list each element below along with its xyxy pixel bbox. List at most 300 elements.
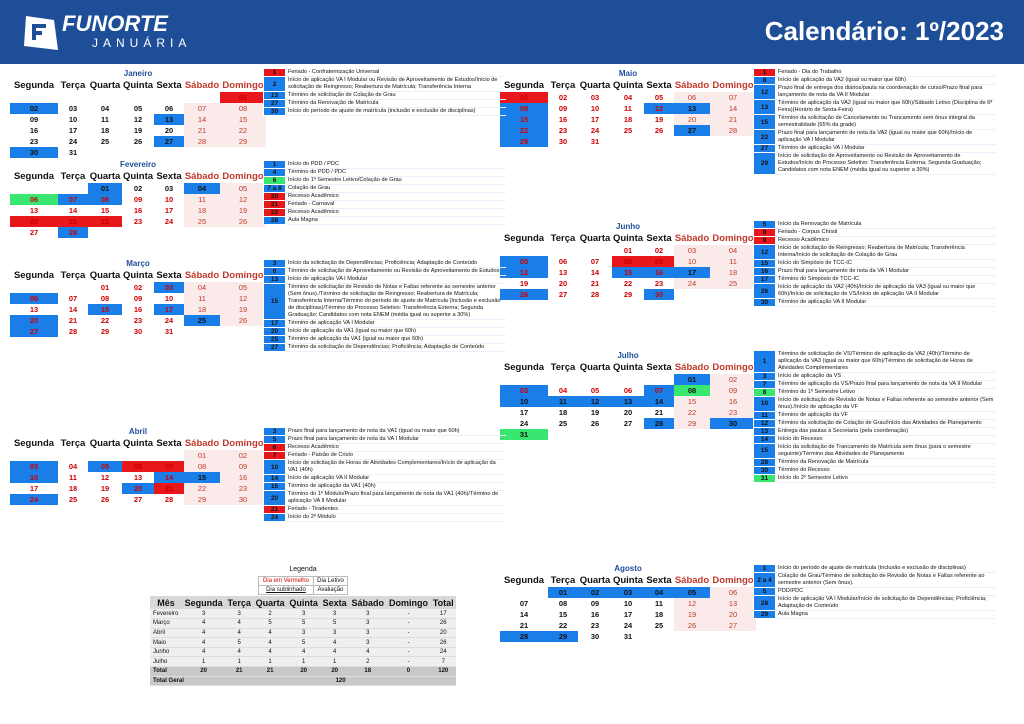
- day-cell: 18: [623, 115, 633, 124]
- day-cell: 08: [220, 103, 266, 114]
- event-day: 15: [264, 483, 286, 491]
- event-day: 30: [264, 108, 286, 116]
- day-cell: 15: [558, 610, 568, 619]
- day-cell: 10: [674, 256, 710, 267]
- event-day: 13: [264, 92, 286, 100]
- events-julho: [753, 350, 996, 483]
- event-day: 2 a 4: [754, 573, 776, 588]
- day-cell: 13: [154, 114, 184, 125]
- event-day: 21: [264, 506, 286, 514]
- day-cell: 13: [29, 206, 39, 215]
- event-row: [264, 344, 506, 352]
- weekday-header: Segunda: [503, 575, 545, 586]
- summary-cell: 1: [225, 657, 253, 667]
- day-cell: 02: [220, 450, 266, 461]
- summary-grand-total-row: [150, 676, 456, 686]
- event-row: [754, 276, 996, 284]
- event-day: 8: [754, 388, 776, 396]
- summary-header: Segunda: [182, 596, 225, 609]
- weekday-header: Sábado: [184, 171, 220, 182]
- event-description: Início do período de ajuste de matrícula (Inclusão e exclusão de disciplinas): [776, 565, 996, 573]
- event-row: [754, 372, 996, 380]
- event-description: Término de aplicação da VA1 (igual ou maior que 60h): [286, 336, 506, 344]
- summary-cell: 26: [430, 619, 456, 629]
- event-row: [754, 299, 996, 307]
- day-cell: 16: [220, 472, 266, 483]
- event-day: 6: [264, 268, 286, 276]
- event-description: PDD/PDC: [776, 588, 996, 596]
- day-cell: 19: [100, 484, 110, 493]
- event-description: Término da solicitação de Dependências; Proficiência; Adaptação de Conteúdo: [286, 344, 506, 352]
- day-cell: 09: [590, 599, 600, 608]
- event-description: Término do 1º Módulo/Prazo final para lançamento de nota da VA1 (40h)/Término de aplicação VA II Modular: [286, 491, 506, 506]
- event-description: Término de solicitação de VS/Término de aplicação da VA2 (40h)/Término de aplicação da VA3 (igual ou maior que 60h)/Término de solicitação de Horas de Atividades Complementares: [776, 351, 996, 373]
- day-cell: 09: [710, 385, 756, 396]
- day-cell: 14: [519, 610, 529, 619]
- event-description: Início de aplicação VA II Modular: [286, 475, 506, 483]
- weekday-header: Domingo: [712, 80, 754, 91]
- day-cell: [710, 136, 756, 147]
- event-day: 1: [754, 565, 776, 573]
- summary-header: Total: [430, 596, 456, 609]
- day-cell: 24: [164, 316, 174, 325]
- event-description: Término da Renovação de Matrícula: [286, 100, 506, 108]
- summary-row: [150, 647, 456, 657]
- event-description: Início de solicitação de Revisão de Notas e Faltas referente ao semestre anterior (Sem ônus)./Início de aplicação da VF: [776, 396, 996, 411]
- event-row: [754, 284, 996, 299]
- day-cell: 28: [164, 495, 174, 504]
- weekday-header: Quinta: [122, 438, 154, 449]
- day-cell: 12: [578, 396, 612, 407]
- day-cell: 07: [58, 194, 88, 205]
- summary-cell: Fevereiro: [150, 609, 182, 619]
- day-cell: 26: [654, 126, 664, 135]
- day-cell: 04: [184, 282, 220, 293]
- day-cell: 18: [654, 610, 664, 619]
- day-cell: 04: [184, 183, 220, 194]
- day-cell: 15: [88, 304, 122, 315]
- summary-total-row: [150, 667, 456, 677]
- event-day: 28: [754, 596, 776, 611]
- day-cell: 01: [184, 450, 220, 461]
- event-description: Término do Simpósio de TCC-IC: [776, 276, 996, 284]
- day-cell: 03: [10, 461, 58, 472]
- summary-row: [150, 628, 456, 638]
- summary-cell: Junho: [150, 647, 182, 657]
- event-day: 5: [754, 221, 776, 229]
- day-cell: [184, 227, 220, 238]
- summary-cell: 4: [349, 647, 386, 657]
- day-cell: 04: [623, 93, 633, 102]
- summary-header: Terça: [225, 596, 253, 609]
- day-cell: 23: [558, 126, 568, 135]
- day-cell: 19: [590, 408, 600, 417]
- day-cell: 07: [590, 257, 600, 266]
- day-cell: 04: [68, 462, 78, 471]
- day-cell: [88, 147, 122, 158]
- weekday-header: Sexta: [156, 80, 182, 91]
- events-agosto: [753, 564, 996, 619]
- event-row: [754, 69, 996, 77]
- summary-cell: -: [386, 638, 430, 648]
- day-cell: 03: [164, 184, 174, 193]
- day-cell: 08: [500, 103, 548, 114]
- day-cell: [644, 631, 674, 642]
- legend-item: Dia Letivo: [313, 577, 347, 586]
- event-day: 20: [264, 491, 286, 506]
- day-cell: 29: [623, 290, 633, 299]
- event-day: 20: [264, 193, 286, 201]
- event-row: [264, 491, 506, 506]
- event-day: 5: [264, 436, 286, 444]
- event-row: [754, 229, 996, 237]
- event-day: 31: [754, 474, 776, 482]
- day-cell: [122, 92, 154, 103]
- summary-row: [150, 619, 456, 629]
- day-cell: 19: [220, 304, 266, 315]
- event-row: [754, 115, 996, 130]
- day-cell: 13: [674, 103, 710, 114]
- day-cell: 12: [100, 473, 110, 482]
- day-cell: [710, 289, 756, 300]
- day-cell: 13: [558, 268, 568, 277]
- day-cell: 11: [655, 599, 663, 608]
- summary-cell: 1: [182, 657, 225, 667]
- day-cell: 08: [612, 256, 644, 267]
- day-cell: 01: [220, 92, 266, 103]
- day-cell: 10: [500, 396, 548, 407]
- day-cell: [220, 147, 266, 158]
- day-cell: 16: [558, 115, 568, 124]
- event-description: Início do 2º Semestre Letivo: [776, 474, 996, 482]
- event-description: Início do 2º Módulo: [286, 514, 506, 522]
- weekday-header: Sexta: [156, 270, 182, 281]
- month-calendar-março: [10, 259, 266, 337]
- day-cell: 06: [10, 293, 58, 304]
- day-cell: [58, 183, 88, 194]
- weekday-header: Segunda: [13, 80, 55, 91]
- weekday-header: Quarta: [89, 171, 121, 182]
- legend: [258, 566, 348, 595]
- day-cell: [500, 374, 548, 385]
- day-cell: 24: [590, 126, 600, 135]
- month-name: Agosto: [614, 564, 642, 573]
- event-row: [264, 483, 506, 491]
- month-grid: [500, 79, 756, 147]
- month-grid: [500, 361, 756, 440]
- events-marco: [263, 259, 506, 352]
- day-cell: 17: [590, 115, 600, 124]
- day-cell: [58, 282, 88, 293]
- day-cell: 03: [612, 587, 644, 598]
- day-cell: 07: [644, 385, 674, 396]
- day-cell: 20: [164, 126, 174, 135]
- day-cell: 23: [654, 279, 664, 288]
- event-day: 21: [264, 201, 286, 209]
- event-day: 1: [264, 161, 286, 169]
- month-calendar-maio: [500, 69, 756, 147]
- weekday-header: Quinta: [612, 362, 644, 373]
- day-cell: [612, 429, 644, 440]
- day-cell: 14: [590, 268, 600, 277]
- event-row: [264, 201, 506, 209]
- summary-row: [150, 609, 456, 619]
- day-cell: 10: [10, 472, 58, 483]
- day-cell: 14: [154, 472, 184, 483]
- day-cell: 08: [558, 599, 568, 608]
- day-cell: [644, 429, 674, 440]
- event-row: [754, 77, 996, 85]
- day-cell: 06: [164, 104, 174, 113]
- day-cell: 21: [654, 408, 664, 417]
- day-cell: 20: [623, 408, 633, 417]
- event-row: [754, 237, 996, 245]
- day-cell: 30: [10, 147, 58, 158]
- month-name: Junho: [616, 222, 640, 231]
- event-day: 30: [754, 299, 776, 307]
- summary-cell: 0: [386, 667, 430, 677]
- event-day: 16: [754, 268, 776, 276]
- event-row: [264, 284, 506, 320]
- day-cell: [88, 450, 122, 461]
- event-row: [264, 177, 506, 185]
- weekday-header: Sexta: [646, 362, 672, 373]
- day-cell: 31: [68, 148, 78, 157]
- event-row: [264, 217, 506, 225]
- weekday-header: Quinta: [122, 80, 154, 91]
- day-cell: 26: [500, 289, 548, 300]
- day-cell: 18: [68, 484, 78, 493]
- day-cell: 02: [654, 246, 664, 255]
- day-cell: 20: [10, 315, 58, 326]
- day-cell: 02: [10, 103, 58, 114]
- day-cell: 13: [29, 305, 39, 314]
- day-cell: 09: [220, 461, 266, 472]
- event-description: Início do PDD / PDC: [286, 161, 506, 169]
- day-cell: 22: [623, 279, 633, 288]
- summary-cell: 24: [430, 647, 456, 657]
- brand-name: FUNORTE: [62, 11, 168, 36]
- summary-cell: 3: [287, 609, 320, 619]
- event-description: Início de aplicação VA I Modular/Início de solicitação de Dependências; Proficiência; Adaptação de Conteúdo: [776, 596, 996, 611]
- summary-cell: 4: [225, 619, 253, 629]
- event-description: Início de aplicação da VA1 (igual ou maior que 60h): [286, 328, 506, 336]
- event-description: Término do PDD / PDC: [286, 169, 506, 177]
- weekday-header: Sábado: [674, 362, 710, 373]
- day-cell: 09: [644, 256, 674, 267]
- event-row: [264, 444, 506, 452]
- weekday-header: Segunda: [13, 171, 55, 182]
- day-cell: [122, 147, 154, 158]
- day-cell: 10: [590, 104, 600, 113]
- weekday-header: Sábado: [674, 575, 710, 586]
- month-grid: [500, 574, 756, 642]
- day-cell: 14: [68, 305, 78, 314]
- day-cell: 01: [100, 283, 110, 292]
- day-cell: 15: [612, 267, 644, 278]
- day-cell: [674, 136, 710, 147]
- event-description: Término de aplicação da VS/Prazo final para lançamento de nota da VA II Modular: [776, 380, 996, 388]
- event-row: [264, 193, 506, 201]
- day-cell: 26: [590, 419, 600, 428]
- event-description: Prazo final para lançamento de nota da VA1 (igual ou maior que 60h): [286, 428, 506, 436]
- weekday-header: Sábado: [674, 233, 710, 244]
- day-cell: 02: [133, 283, 143, 292]
- weekday-header: Terça: [60, 80, 86, 91]
- day-cell: [10, 183, 58, 194]
- day-cell: 03: [154, 282, 184, 293]
- day-cell: 18: [100, 126, 110, 135]
- day-cell: 04: [100, 104, 110, 113]
- summary-cell: 4: [253, 647, 287, 657]
- day-cell: 03: [500, 385, 548, 396]
- day-cell: 23: [29, 137, 39, 146]
- day-cell: [88, 92, 122, 103]
- day-cell: 26: [100, 495, 110, 504]
- event-row: [264, 452, 506, 460]
- event-day: 2: [264, 77, 286, 92]
- event-day: 11: [754, 411, 776, 419]
- day-cell: 02: [133, 184, 143, 193]
- weekday-header: Quinta: [612, 575, 644, 586]
- weekday-header: Terça: [550, 575, 576, 586]
- day-cell: 05: [133, 104, 143, 113]
- summary-cell: -: [386, 609, 430, 619]
- day-cell: 12: [133, 115, 143, 124]
- month-calendar-julho: [500, 351, 756, 440]
- day-cell: 21: [519, 621, 529, 630]
- day-cell: 10: [623, 599, 633, 608]
- event-row: [754, 153, 996, 175]
- day-cell: 24: [519, 419, 529, 428]
- summary-cell: -: [386, 657, 430, 667]
- day-cell: 17: [164, 206, 174, 215]
- day-cell: 30: [644, 289, 674, 300]
- weekday-header: Terça: [60, 438, 86, 449]
- month-calendar-janeiro: [10, 69, 266, 158]
- day-cell: 22: [558, 621, 568, 630]
- event-row: [264, 336, 506, 344]
- event-description: Término de aplicação VA I Modular: [286, 320, 506, 328]
- day-cell: 22: [500, 125, 548, 136]
- day-cell: 27: [10, 326, 58, 337]
- summary-cell: 4: [225, 628, 253, 638]
- day-cell: 04: [644, 587, 674, 598]
- day-cell: [88, 227, 122, 238]
- event-description: Prazo final de entrega dos diários/pauta na coordenação de curso/Prazo final para lançamento de nota da VA II Modular: [776, 85, 996, 100]
- weekday-header: Quinta: [612, 80, 644, 91]
- day-cell: 07: [184, 103, 220, 114]
- event-day: 6: [264, 444, 286, 452]
- event-day: 5: [754, 588, 776, 596]
- day-cell: 11: [184, 194, 220, 205]
- day-cell: 26: [220, 216, 266, 227]
- event-day: 14: [264, 475, 286, 483]
- day-cell: [500, 587, 548, 598]
- weekday-header: Sábado: [184, 80, 220, 91]
- day-cell: 11: [710, 256, 756, 267]
- event-description: Prazo final para lançamento de nota da VA I Modular: [286, 436, 506, 444]
- day-cell: 16: [644, 267, 674, 278]
- summary-cell: 7: [430, 657, 456, 667]
- event-row: [754, 85, 996, 100]
- summary-cell: 3: [349, 619, 386, 629]
- month-calendar-agosto: [500, 564, 756, 642]
- day-cell: 21: [184, 125, 220, 136]
- weekday-header: Sexta: [646, 233, 672, 244]
- day-cell: 16: [29, 126, 39, 135]
- event-row: [264, 475, 506, 483]
- summary-cell: 4: [182, 619, 225, 629]
- day-cell: 16: [133, 206, 143, 215]
- event-day: 27: [264, 100, 286, 108]
- event-description: Feriado - Corpus Christi: [776, 229, 996, 237]
- event-description: Aula Magna: [776, 611, 996, 619]
- day-cell: 22: [184, 483, 220, 494]
- day-cell: 25: [68, 495, 78, 504]
- event-row: [754, 130, 996, 145]
- day-cell: 18: [710, 267, 756, 278]
- summary-cell: Total: [150, 667, 182, 677]
- day-cell: 01: [674, 374, 710, 385]
- weekday-header: Sexta: [646, 575, 672, 586]
- summary-cell: 1: [253, 657, 287, 667]
- event-description: Término da Renovação de Matrícula: [776, 458, 996, 466]
- day-cell: 07: [710, 92, 756, 103]
- event-day: 3: [754, 372, 776, 380]
- day-cell: [122, 227, 154, 238]
- day-cell: 11: [624, 104, 632, 113]
- event-day: 27: [264, 344, 286, 352]
- event-row: [264, 260, 506, 268]
- day-cell: 27: [133, 495, 143, 504]
- event-day: 10: [264, 460, 286, 475]
- weekday-header: Domingo: [222, 80, 264, 91]
- day-cell: 18: [558, 408, 568, 417]
- summary-cell: 5: [320, 619, 349, 629]
- day-cell: [122, 450, 154, 461]
- month-grid: [10, 170, 266, 238]
- weekday-header: Terça: [550, 80, 576, 91]
- day-cell: 12: [220, 194, 266, 205]
- summary-cell: 5: [225, 638, 253, 648]
- event-day: 1: [754, 351, 776, 373]
- day-cell: 07: [154, 461, 184, 472]
- event-row: [754, 596, 996, 611]
- legend-title: Legenda: [289, 566, 317, 573]
- day-cell: [674, 631, 710, 642]
- day-cell: 05: [500, 256, 548, 267]
- day-cell: 27: [623, 419, 633, 428]
- day-cell: 21: [710, 114, 756, 125]
- day-cell: [548, 245, 578, 256]
- day-cell: 13: [612, 396, 644, 407]
- event-day: 8: [754, 229, 776, 237]
- event-day: 13: [264, 276, 286, 284]
- day-cell: 29: [548, 631, 578, 642]
- day-cell: 17: [519, 408, 529, 417]
- day-cell: [154, 227, 184, 238]
- weekday-header: Sexta: [156, 171, 182, 182]
- day-cell: 12: [500, 267, 548, 278]
- month-calendar-junho: [500, 222, 756, 300]
- event-day: 4: [264, 169, 286, 177]
- weekday-header: Sábado: [184, 270, 220, 281]
- weekday-header: Quarta: [579, 233, 611, 244]
- day-cell: 03: [674, 245, 710, 256]
- summary-cell: 3: [320, 609, 349, 619]
- day-cell: 09: [133, 195, 143, 204]
